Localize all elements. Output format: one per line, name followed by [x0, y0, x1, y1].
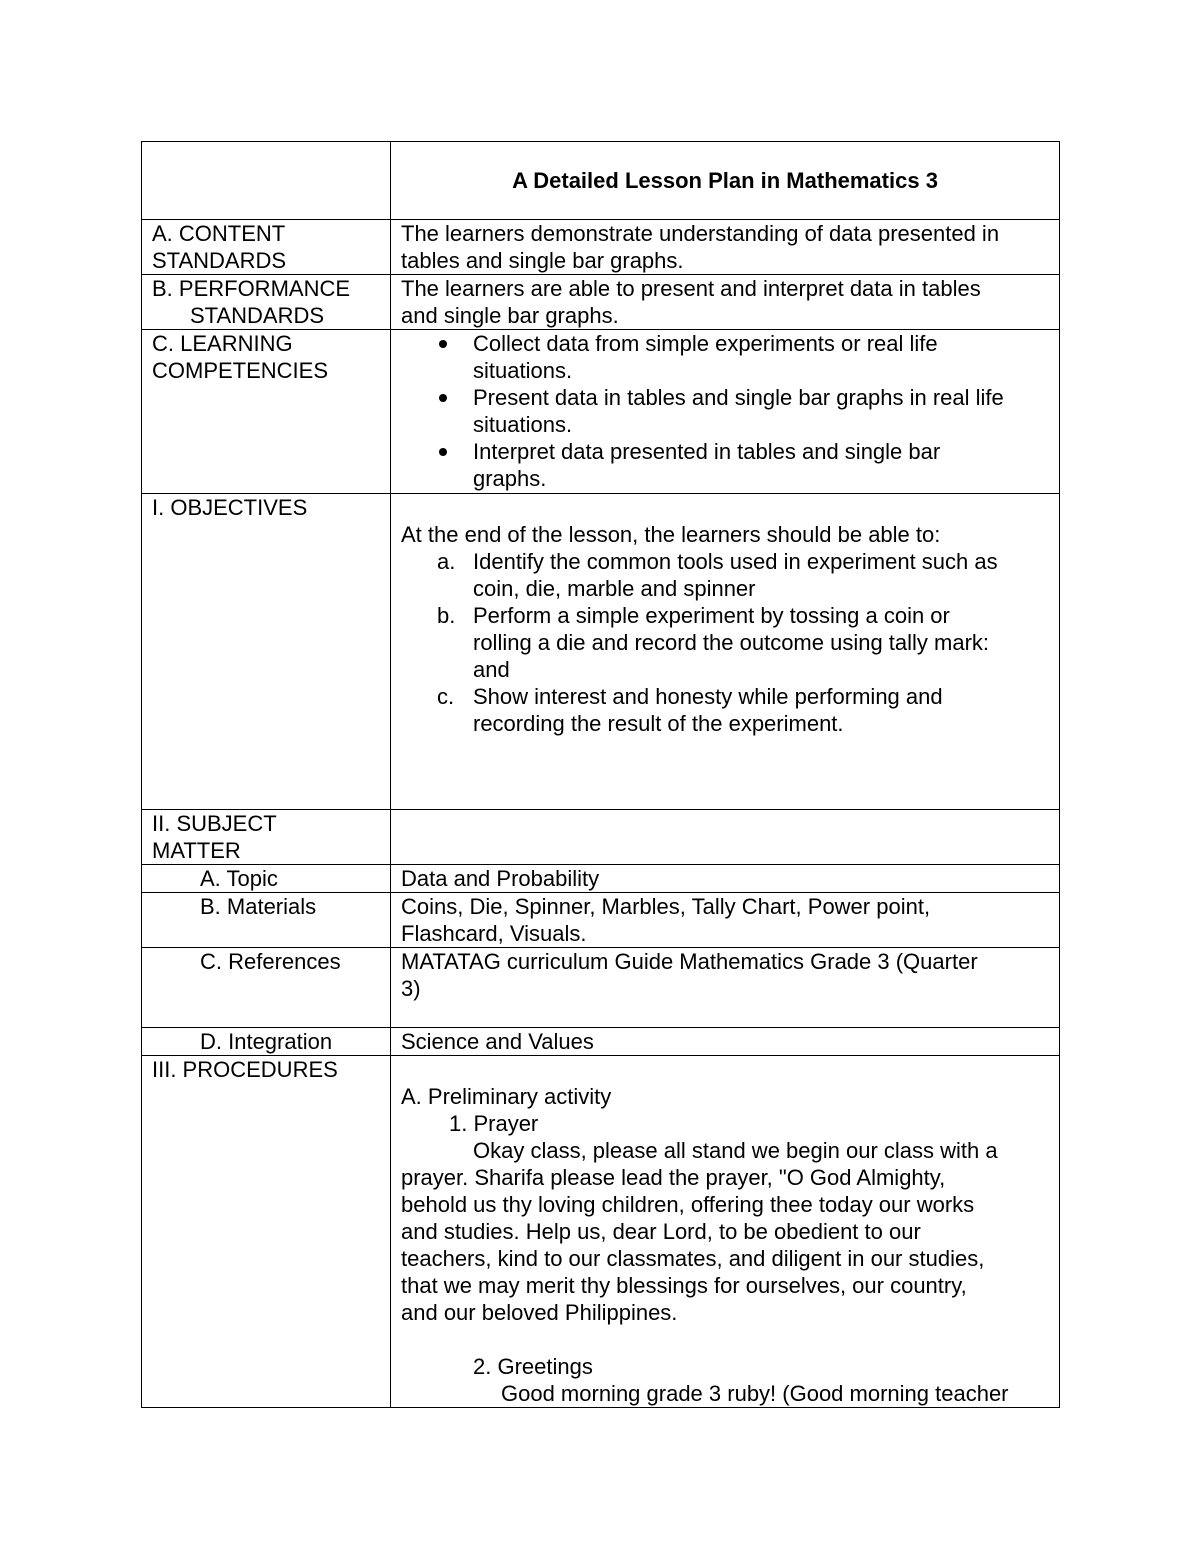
objective-item: c. Show interest and honesty while performing and recording the result of the experiment.	[437, 684, 943, 736]
title-label-cell	[142, 142, 391, 220]
references-label: C. References	[142, 948, 391, 1028]
procedures-row	[142, 1056, 1060, 1408]
procedures-label: III. PROCEDURES	[142, 1056, 391, 1408]
integration-label: D. Integration	[142, 1028, 391, 1056]
materials-label: B. Materials	[142, 893, 391, 948]
content-standards-text: The learners demonstrate understanding of data presented in tables and single bar graphs.	[391, 220, 1060, 275]
learning-competencies-list	[391, 330, 1060, 494]
learning-competencies-label: C. LEARNING COMPETENCIES	[142, 330, 391, 494]
objective-item: a. Identify the common tools used in experiment such as coin, die, marble and spinner	[437, 549, 998, 601]
objective-item: b. Perform a simple experiment by tossing a coin or rolling a die and record the outcome using tally mark: and	[437, 603, 990, 682]
learning-competencies-row	[142, 330, 1060, 494]
references-value: MATATAG curriculum Guide Mathematics Grade 3 (Quarter 3)	[391, 948, 1060, 1028]
materials-row	[142, 893, 1060, 948]
bullet-item: Collect data from simple experiments or real life situations.	[401, 330, 1049, 384]
greetings-heading: 2. Greetings	[473, 1354, 593, 1379]
bullet-item: Interpret data presented in tables and single bar graphs.	[401, 438, 1049, 492]
prayer-heading: 1. Prayer	[449, 1111, 539, 1136]
objectives-row	[142, 494, 1060, 810]
performance-standards-text: The learners are able to present and interpret data in tables and single bar graphs.	[391, 275, 1060, 330]
references-row	[142, 948, 1060, 1028]
performance-standards-row	[142, 275, 1060, 330]
document-title: A Detailed Lesson Plan in Mathematics 3	[391, 142, 1060, 220]
subject-matter-value	[391, 810, 1060, 865]
subject-matter-label: II. SUBJECT MATTER	[142, 810, 391, 865]
procedures-content: A. Preliminary activity 1. Prayer Okay class, please all stand we begin our class with a prayer. Sharifa please lead the prayer, "O God Almighty, behold us thy loving children, offering thee today our works and studies. Help us, dear Lord, to be obedient to our teachers, kind to our classmates, and diligent in our studies, that we may merit thy blessings for ourselves, our country, and our beloved Philippines. 2. Greetings Good morning grade 3 ruby! (Good morning teacher	[391, 1056, 1060, 1408]
content-standards-row	[142, 220, 1060, 275]
objectives-content	[391, 494, 1060, 810]
lesson-plan-table	[141, 141, 1060, 1408]
title-row	[142, 142, 1060, 220]
bullet-item: Present data in tables and single bar graphs in real life situations.	[401, 384, 1049, 438]
subject-matter-row	[142, 810, 1060, 865]
procedures-heading: A. Preliminary activity	[401, 1084, 612, 1109]
objectives-label: I. OBJECTIVES	[142, 494, 391, 810]
performance-standards-label: B. PERFORMANCE STANDARDS	[142, 275, 391, 330]
topic-label: A. Topic	[142, 865, 391, 893]
topic-value: Data and Probability	[391, 865, 1060, 893]
integration-row	[142, 1028, 1060, 1056]
topic-row	[142, 865, 1060, 893]
integration-value: Science and Values	[391, 1028, 1060, 1056]
content-standards-label: A. CONTENT STANDARDS	[142, 220, 391, 275]
materials-value: Coins, Die, Spinner, Marbles, Tally Chart, Power point, Flashcard, Visuals.	[391, 893, 1060, 948]
objectives-intro: At the end of the lesson, the learners should be able to:	[401, 522, 941, 547]
